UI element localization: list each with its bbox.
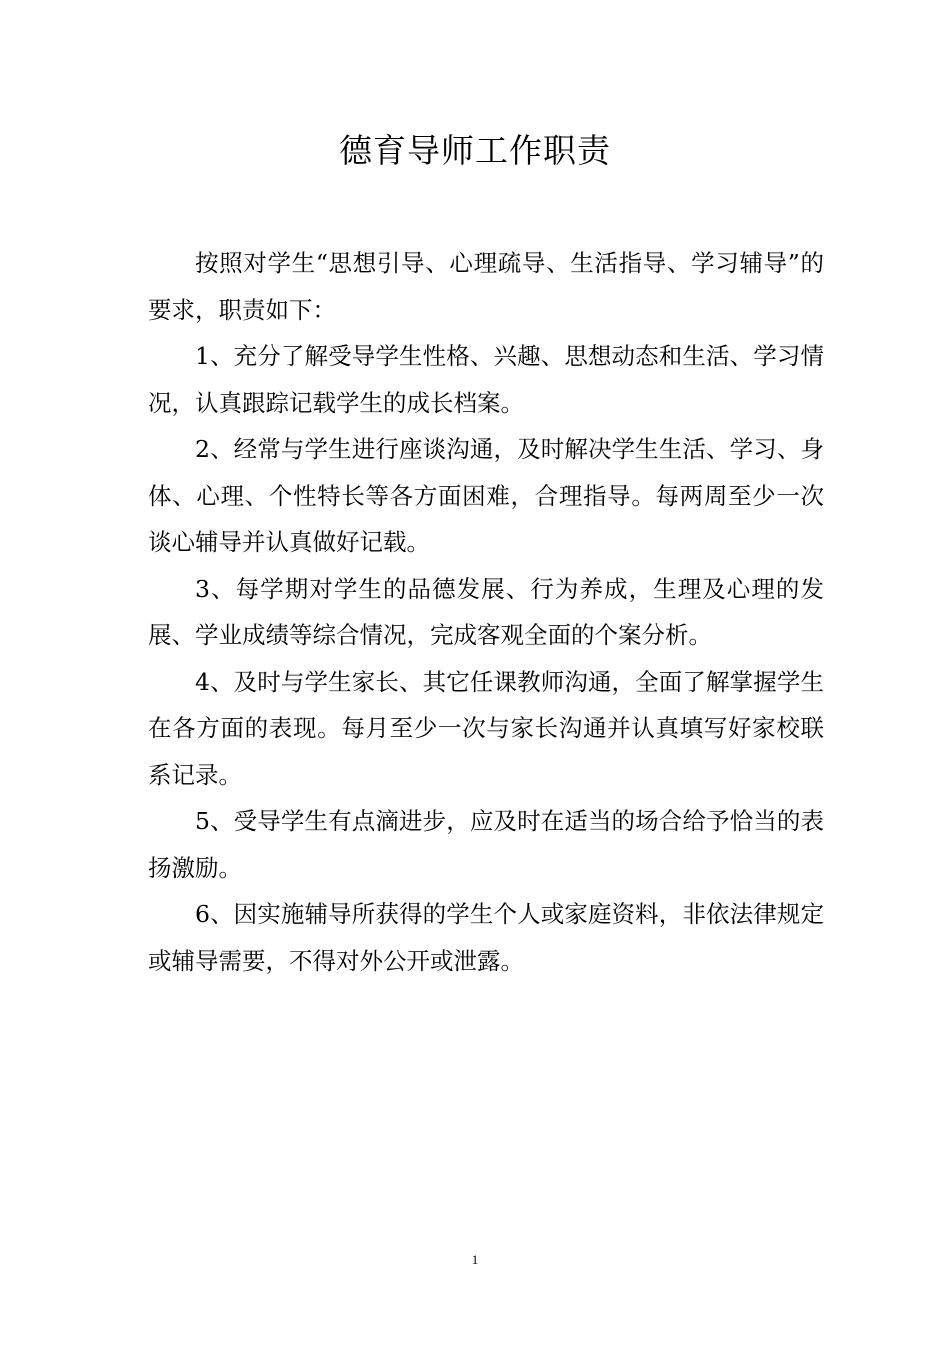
page-number: 1	[471, 1252, 479, 1267]
intro-paragraph: 按照对学生“思想引导、心理疏导、生活指导、学习辅导”的要求，职责如下：	[148, 249, 824, 324]
duty-item-6: 6、因实施辅导所获得的学生个人或家庭资料，非依法律规定或辅导需要，不得对外公开或泄露。	[148, 900, 824, 975]
duty-item-3: 3、每学期对学生的品德发展、行为养成，生理及心理的发展、学业成绩等综合情况，完成客观全面的个案分析。	[148, 574, 824, 649]
duty-item-2: 2、经常与学生进行座谈沟通，及时解决学生生活、学习、身体、心理、个性特长等各方面困难，合理指导。每两周至少一次谈心辅导并认真做好记载。	[148, 435, 824, 556]
duty-item-1: 1、充分了解受导学生性格、兴趣、思想动态和生活、学习情况，认真跟踪记载学生的成长档案。	[148, 342, 824, 417]
duty-item-5: 5、受导学生有点滴进步，应及时在适当的场合给予恰当的表扬激励。	[148, 807, 824, 882]
duty-item-4: 4、及时与学生家长、其它任课教师沟通，全面了解掌握学生在各方面的表现。每月至少一次与家长沟通并认真填写好家校联系记录。	[148, 667, 824, 789]
document-body	[148, 240, 824, 984]
page-title: 德育导师工作职责	[339, 131, 611, 170]
